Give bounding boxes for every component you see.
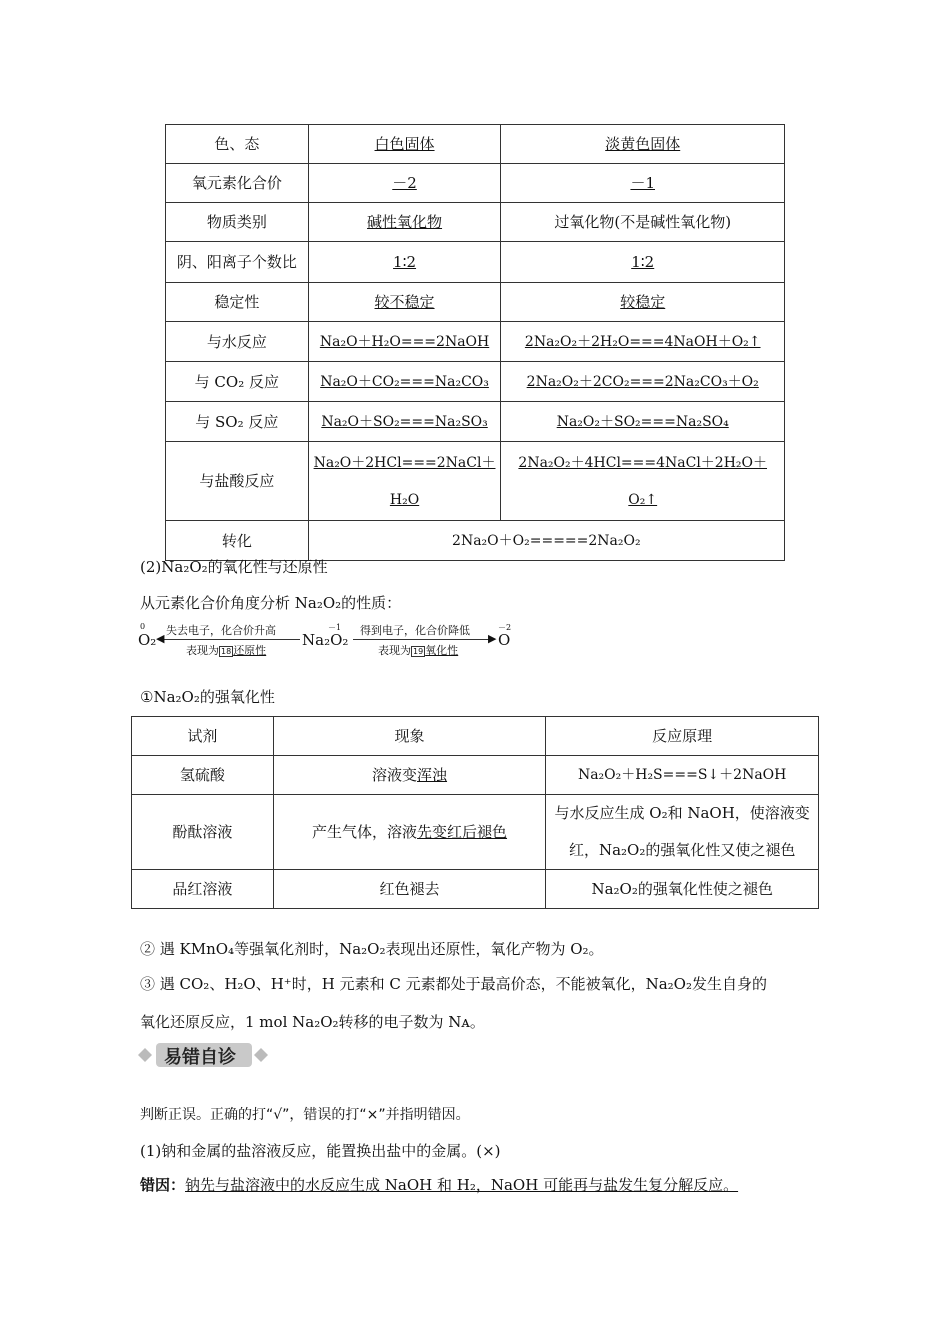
cell-value: Na₂O＋2HCl===2NaCl＋H₂O	[313, 455, 496, 508]
table-row	[166, 283, 785, 322]
cell-value: 2Na₂O₂＋4HCl===4NaCl＋2H₂O＋O₂↑	[518, 455, 768, 508]
row-label: 阴、阳离子个数比	[166, 242, 309, 283]
cell-value: Na₂O＋CO₂===Na₂CO₃	[320, 374, 489, 390]
arrow-label-top: 失去电子，化合价升高	[166, 624, 276, 637]
redox-diagram	[138, 622, 518, 662]
species-o2: O₂	[138, 631, 157, 649]
phenomenon-cell: 红色褪去	[273, 870, 546, 909]
cell-value: Na₂O＋SO₂===Na₂SO₃	[321, 414, 488, 430]
cell-value: －1	[630, 174, 655, 192]
row-label: 色、态	[166, 125, 309, 164]
oxidation-table	[131, 716, 819, 909]
table-row	[166, 322, 785, 362]
error-text: 钠先与盐溶液中的水反应生成 NaOH 和 H₂，NaOH 可能再与盐发生复分解反应。	[185, 1176, 739, 1194]
reagent-cell: 酚酞溶液	[132, 795, 274, 870]
row-label: 与水反应	[166, 322, 309, 362]
note-3-line-1: ③ 遇 CO₂、H₂O、H⁺时，H 元素和 C 元素都处于最高价态，不能被氧化，Na₂O₂发生自身的	[140, 975, 767, 993]
cell-value: 2Na₂O＋O₂=====2Na₂O₂	[452, 533, 641, 549]
comparison-table	[165, 124, 785, 561]
section-heading: (2)Na₂O₂的氧化性与还原性	[140, 558, 328, 576]
arrow-label-bottom: 表现为 19 氧化性	[378, 644, 459, 657]
cell-value: 白色固体	[374, 135, 435, 153]
phenomenon-cell: 溶液变浑浊	[372, 766, 448, 784]
cell-value: －2	[392, 174, 417, 192]
note-3-line-2: 氧化还原反应，1 mol Na₂O₂转移的电子数为 Nᴀ。	[140, 1013, 485, 1031]
error-label: 错因：	[140, 1176, 186, 1194]
arrow-label-top: 得到电子，化合价降低	[360, 624, 470, 637]
reagent-cell: 氢硫酸	[132, 756, 274, 795]
judge-instruction: 判断正误。正确的打“√”，错误的打“×”并指明错因。	[140, 1107, 470, 1123]
table-row	[132, 870, 819, 909]
cell-value: 1∶2	[393, 253, 417, 271]
table-row	[166, 521, 785, 561]
cell-value: 碱性氧化物	[367, 213, 443, 231]
section-badge	[138, 1040, 268, 1070]
arrow-right-icon: ▶	[488, 632, 497, 645]
row-label: 转化	[166, 521, 309, 561]
row-label: 稳定性	[166, 283, 309, 322]
cell-value: 过氧化物(不是碱性氧化物)	[554, 213, 732, 231]
note-2: ② 遇 KMnO₄等强氧化剂时，Na₂O₂表现出还原性，氧化产物为 O₂。	[140, 940, 604, 958]
table-row	[132, 756, 819, 795]
cell-value: Na₂O＋H₂O===2NaOH	[319, 334, 490, 350]
principle-cell: Na₂O₂＋H₂S===S↓＋2NaOH	[546, 756, 819, 795]
question-1: (1)钠和金属的盐溶液反应，能置换出盐中的金属。(×)	[140, 1142, 501, 1160]
arrow-label-bottom: 表现为 18 还原性	[186, 644, 267, 657]
row-label: 与 CO₂ 反应	[166, 362, 309, 402]
table-row	[166, 164, 785, 203]
ox-state: －2	[498, 623, 512, 632]
table-row	[166, 242, 785, 283]
cell-value: 2Na₂O₂＋2H₂O===4NaOH＋O₂↑	[524, 334, 761, 350]
column-header: 试剂	[132, 717, 274, 756]
row-label: 与盐酸反应	[166, 442, 309, 521]
ox-state: 0	[140, 622, 146, 631]
cell-value: Na₂O₂＋SO₂===Na₂SO₄	[556, 414, 729, 430]
arrow-line	[160, 639, 300, 640]
table-row	[166, 362, 785, 402]
row-label: 氧元素化合价	[166, 164, 309, 203]
column-header: 反应原理	[546, 717, 819, 756]
ox-state: －1	[328, 623, 342, 632]
table-row	[166, 442, 785, 521]
table-row	[166, 203, 785, 242]
table-row	[166, 125, 785, 164]
species-o: O	[498, 631, 511, 649]
phenomenon-cell: 产生气体，溶液先变红后褪色	[312, 823, 508, 841]
table-row	[166, 402, 785, 442]
cell-value: 较不稳定	[374, 293, 435, 311]
cell-value: 2Na₂O₂＋2CO₂===2Na₂CO₃＋O₂	[526, 374, 759, 390]
arrow-left-icon: ◀	[156, 632, 165, 645]
cell-value: 1∶2	[631, 253, 655, 271]
row-label: 与 SO₂ 反应	[166, 402, 309, 442]
species-na2o2: Na₂O₂	[302, 631, 349, 649]
subsection-heading: ①Na₂O₂的强氧化性	[140, 688, 275, 706]
analysis-line: 从元素化合价角度分析 Na₂O₂的性质：	[140, 594, 402, 612]
column-header: 现象	[273, 717, 546, 756]
principle-cell: Na₂O₂的强氧化性使之褪色	[546, 870, 819, 909]
table-row	[132, 795, 819, 870]
row-label: 物质类别	[166, 203, 309, 242]
principle-cell: 与水反应生成 O₂和 NaOH，使溶液变红，Na₂O₂的强氧化性又使之褪色	[546, 795, 819, 870]
reagent-cell: 品红溶液	[132, 870, 274, 909]
arrow-line	[353, 639, 493, 640]
cell-value: 较稳定	[620, 293, 666, 311]
cell-value: 淡黄色固体	[605, 135, 681, 153]
error-reason	[140, 1174, 738, 1195]
badge-label: 易错自诊	[164, 1047, 236, 1068]
table-header-row	[132, 717, 819, 756]
